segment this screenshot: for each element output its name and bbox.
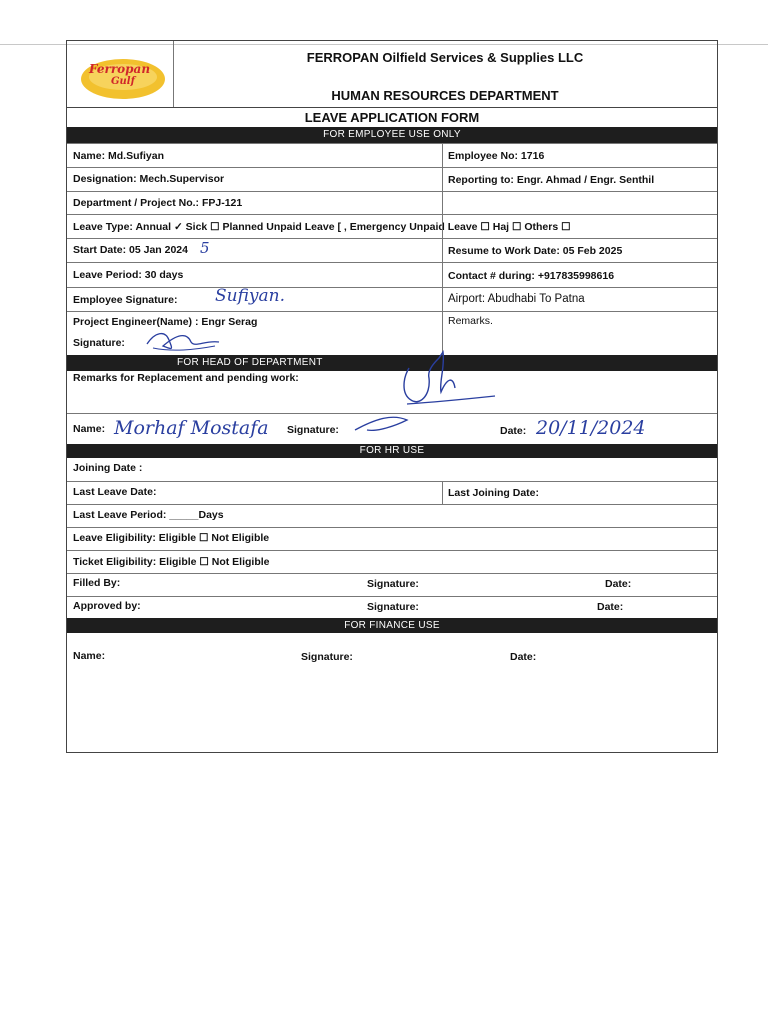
section-finance-bar: FOR FINANCE USE <box>67 618 717 633</box>
row-filled-by <box>67 573 717 596</box>
row-finance <box>67 633 717 752</box>
last-leave-period: Last Leave Period: _____Days <box>73 509 224 521</box>
joining-date: Joining Date : <box>73 462 143 474</box>
row-start-date <box>67 238 717 262</box>
hod-name-label: Name: <box>73 423 106 435</box>
finance-date: Date: <box>510 651 537 663</box>
last-leave-date: Last Leave Date: <box>73 486 157 498</box>
start-date-correction: 5 <box>200 239 210 257</box>
section-hr-bar: FOR HR USE <box>67 444 717 458</box>
department-project: Department / Project No.: FPJ-121 <box>73 197 243 209</box>
designation: Designation: Mech.Supervisor <box>73 173 225 185</box>
ticket-eligibility: Ticket Eligibility: Eligible ☐ Not Eligible <box>73 556 270 568</box>
company-name: FERROPAN Oilfield Services & Supplies LLC <box>306 50 584 65</box>
remarks: Remarks. <box>448 315 493 327</box>
logo-cell <box>67 41 174 107</box>
filled-signature: Signature: <box>367 578 419 590</box>
row-ticket-eligibility <box>67 550 717 573</box>
row-hod-sign <box>67 413 717 444</box>
row-name <box>67 143 717 167</box>
svg-text:Gulf: Gulf <box>111 76 135 87</box>
pe-signature-scribble <box>143 328 223 354</box>
airport: Airport: Abudhabi To Patna <box>448 293 585 305</box>
row-approved-by <box>67 596 717 618</box>
employee-divider <box>442 143 443 238</box>
leave-eligibility: Leave Eligibility: Eligible ☐ Not Eligible <box>73 532 270 544</box>
pe-signature-label: Signature: <box>73 337 125 349</box>
employee-name: Name: Md.Sufiyan <box>73 150 165 162</box>
employee-signature-label: Employee Signature: <box>73 294 178 306</box>
hr-divider <box>442 481 443 504</box>
approved-signature: Signature: <box>367 601 419 613</box>
last-joining-date: Last Joining Date: <box>448 487 540 499</box>
hod-date-label: Date: <box>500 425 527 437</box>
employee-number: Employee No: 1716 <box>448 150 545 162</box>
leave-application-form <box>66 40 718 753</box>
row-last-leave <box>67 481 717 504</box>
section-employee-bar: FOR EMPLOYEE USE ONLY <box>67 127 717 143</box>
department-title: HUMAN RESOURCES DEPARTMENT <box>331 88 559 103</box>
filled-date: Date: <box>605 578 632 590</box>
project-engineer: Project Engineer(Name) : Engr Serag <box>73 316 258 328</box>
employee-divider-2 <box>442 238 443 355</box>
reporting-to: Reporting to: Engr. Ahmad / Engr. Senthil <box>448 174 655 186</box>
hod-date: 20/11/2024 <box>536 417 646 439</box>
form-title-row <box>67 107 717 127</box>
row-employee-signature <box>67 287 717 311</box>
hod-remarks-label: Remarks for Replacement and pending work: <box>73 372 299 384</box>
row-department <box>67 191 717 214</box>
row-joining-date <box>67 458 717 481</box>
contact-during-leave: Contact # during: +917835998616 <box>448 270 615 282</box>
finance-signature: Signature: <box>301 651 353 663</box>
row-leave-type <box>67 214 717 238</box>
start-date: Start Date: 05 Jan 2024 <box>73 244 188 256</box>
approved-date: Date: <box>597 601 624 613</box>
finance-name: Name: <box>73 650 106 662</box>
row-leave-period <box>67 262 717 287</box>
hod-signature-label: Signature: <box>287 424 339 436</box>
row-last-leave-period <box>67 504 717 527</box>
employee-signature: Sufiyan. <box>215 286 286 306</box>
company-logo <box>77 51 169 101</box>
svg-text:Ferropan: Ferropan <box>89 62 151 76</box>
approved-by: Approved by: <box>73 600 141 612</box>
leave-period: Leave Period: 30 days <box>73 269 184 281</box>
filled-by: Filled By: <box>73 577 121 589</box>
row-designation <box>67 167 717 191</box>
hod-signature <box>347 348 497 438</box>
section-hod-label: FOR HEAD OF DEPARTMENT <box>177 357 323 368</box>
leave-type: Leave Type: Annual ✓ Sick ☐ Planned Unpaid Leave [ , Emergency Unpaid Leave ☐ Haj ☐ Others ☐ <box>73 221 571 233</box>
form-title: LEAVE APPLICATION FORM <box>304 110 480 125</box>
row-leave-eligibility <box>67 527 717 550</box>
hod-name: Morhaf Mostafa <box>114 417 269 439</box>
resume-date: Resume to Work Date: 05 Feb 2025 <box>448 245 623 257</box>
